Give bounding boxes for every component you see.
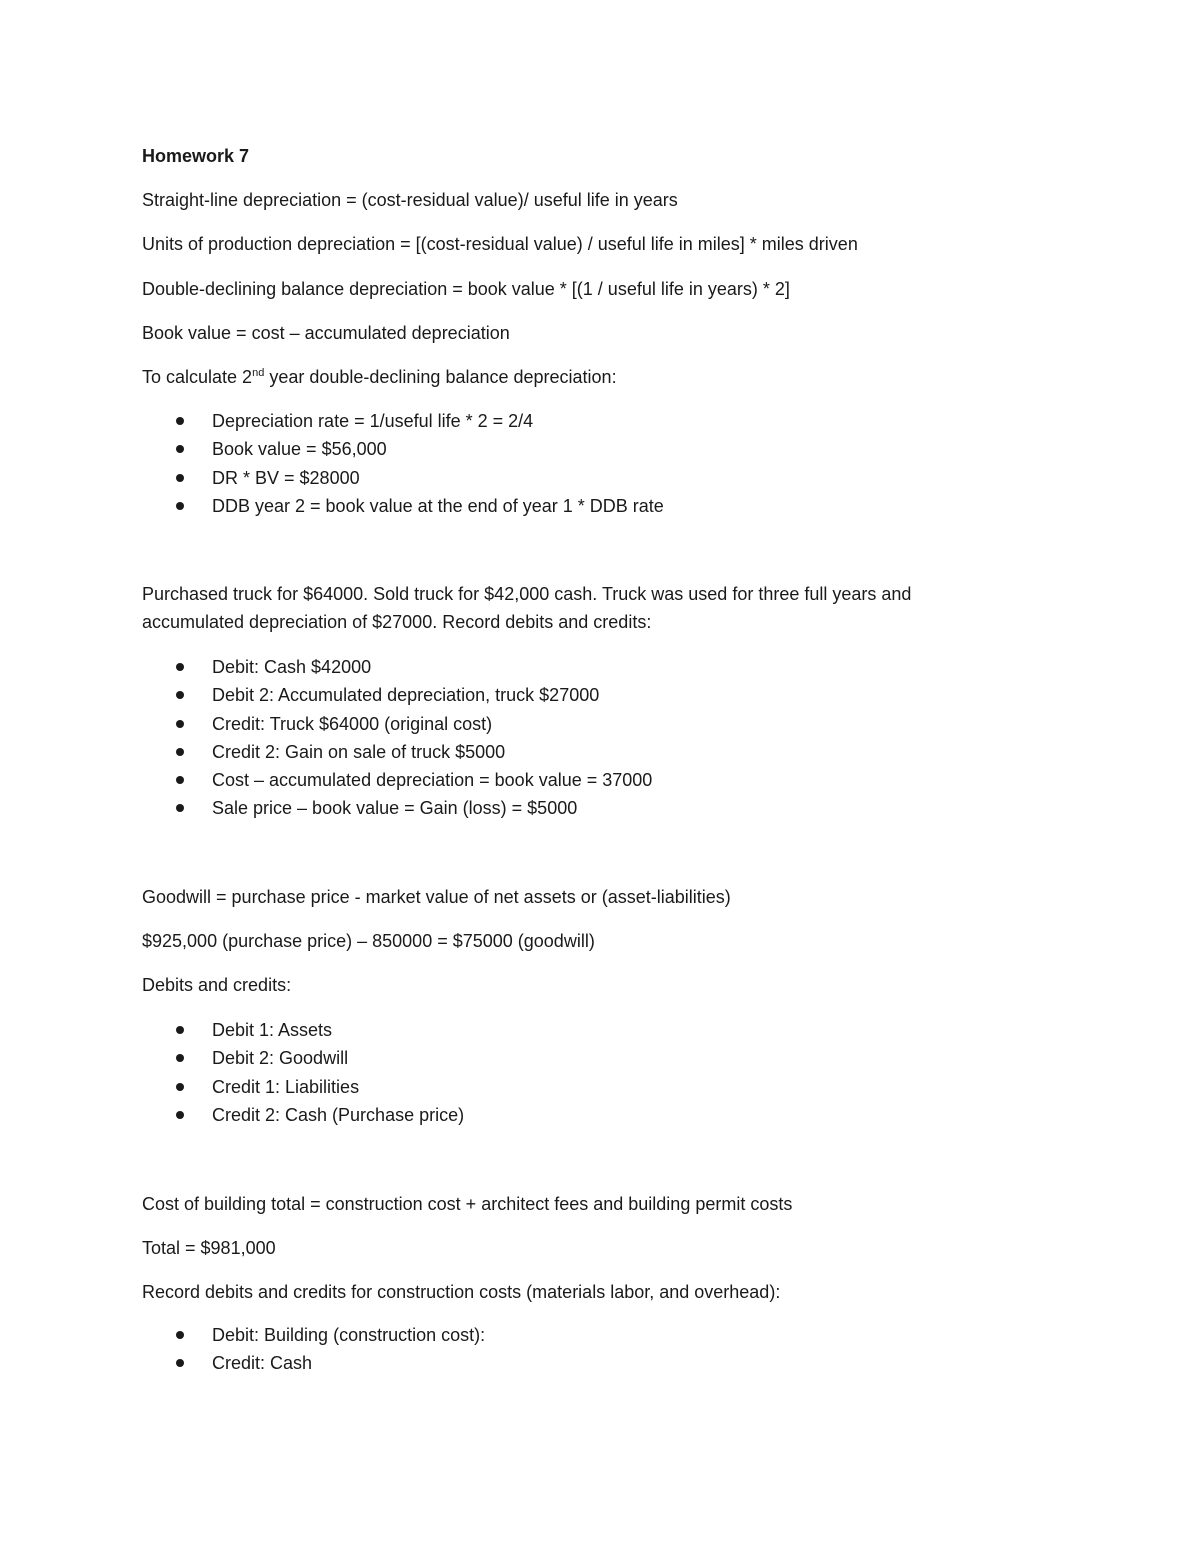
goodwill-entries-list — [142, 1019, 464, 1132]
bullet-icon — [176, 1331, 184, 1339]
list-item-text: DR * BV = $28000 — [212, 467, 360, 488]
list-item — [142, 1324, 485, 1352]
list-item — [142, 438, 664, 466]
building-entries-heading: Record debits and credits for construction costs (materials labor, and overhead): — [142, 1282, 781, 1302]
goodwill-calculation: $925,000 (purchase price) – 850000 = $75000 (goodwill) — [142, 931, 595, 951]
ddb-intro — [142, 366, 617, 388]
building-entries-list — [142, 1324, 485, 1381]
list-item — [142, 1047, 464, 1075]
list-item — [142, 684, 652, 712]
bullet-icon — [176, 1083, 184, 1091]
list-item — [142, 713, 652, 741]
bullet-icon — [176, 720, 184, 728]
bullet-icon — [176, 1359, 184, 1367]
list-item-text: Debit: Cash $42000 — [212, 657, 372, 677]
bullet-icon — [176, 1054, 184, 1062]
bullet-icon — [176, 1026, 184, 1034]
bullet-icon — [176, 776, 184, 784]
list-item — [142, 1076, 464, 1104]
ddb-intro-superscript: nd — [252, 367, 265, 379]
book-value-formula: Book value = cost – accumulated depreciation — [142, 323, 510, 343]
ddb-intro-after: year double-declining balance depreciation: — [264, 367, 617, 387]
building-total: Total = $981,000 — [142, 1238, 276, 1258]
double-declining-formula: Double-declining balance depreciation = book value * [(1 / useful life in years) * 2] — [142, 279, 790, 299]
goodwill-entries-heading: Debits and credits: — [142, 975, 292, 995]
list-item-text: Depreciation rate = 1/useful life * 2 = 2/4 — [212, 411, 534, 431]
list-item-text: Book value = $56,000 — [212, 439, 387, 460]
list-item-text: Debit 1: Assets — [212, 1020, 333, 1040]
list-item-text: Credit: Cash — [212, 1353, 313, 1374]
list-item-text: Debit 2: Accumulated depreciation, truck $27000 — [212, 685, 600, 706]
ddb-steps-list — [142, 410, 664, 523]
straight-line-formula: Straight-line depreciation = (cost-residual value)/ useful life in years — [142, 190, 678, 210]
bullet-icon — [176, 1111, 184, 1119]
list-item — [142, 495, 664, 523]
bullet-icon — [176, 474, 184, 482]
list-item-text: Cost – accumulated depreciation = book value = 37000 — [212, 770, 653, 791]
list-item-text: Sale price – book value = Gain (loss) = $5000 — [212, 798, 578, 819]
list-item — [142, 797, 652, 825]
bullet-icon — [176, 417, 184, 425]
bullet-icon — [176, 691, 184, 699]
list-item — [142, 1104, 464, 1132]
bullet-icon — [176, 445, 184, 453]
list-item-text: Credit: Truck $64000 (original cost) — [212, 713, 493, 734]
bullet-icon — [176, 804, 184, 812]
list-item-text: Debit: Building (construction cost): — [212, 1325, 486, 1345]
truck-problem-line-1: Purchased truck for $64000. Sold truck for $42,000 cash. Truck was used for three full years and — [142, 584, 912, 604]
truck-problem-line-2: accumulated depreciation of $27000. Record debits and credits: — [142, 612, 652, 632]
bullet-icon — [176, 663, 184, 671]
list-item-text: Credit 2: Cash (Purchase price) — [212, 1104, 465, 1125]
goodwill-formula: Goodwill = purchase price - market value of net assets or (asset-liabilities) — [142, 887, 731, 907]
truck-entries-list — [142, 656, 652, 826]
list-item-text: DDB year 2 = book value at the end of year 1 * DDB rate — [212, 495, 664, 516]
list-item-text: Credit 1: Liabilities — [212, 1076, 360, 1097]
list-item — [142, 467, 664, 495]
building-cost-formula: Cost of building total = construction cost + architect fees and building permit costs — [142, 1194, 793, 1214]
list-item — [142, 741, 652, 769]
units-of-production-formula: Units of production depreciation = [(cost-residual value) / useful life in miles] * miles driven — [142, 234, 858, 254]
list-item — [142, 410, 664, 438]
ddb-intro-before: To calculate 2 — [142, 367, 253, 387]
bullet-icon — [176, 748, 184, 756]
document-title: Homework 7 — [142, 146, 250, 166]
bullet-icon — [176, 502, 184, 510]
list-item — [142, 656, 652, 684]
list-item-text: Debit 2: Goodwill — [212, 1048, 349, 1069]
list-item — [142, 1352, 485, 1380]
list-item-text: Credit 2: Gain on sale of truck $5000 — [212, 741, 506, 762]
list-item — [142, 769, 652, 797]
list-item — [142, 1019, 464, 1047]
